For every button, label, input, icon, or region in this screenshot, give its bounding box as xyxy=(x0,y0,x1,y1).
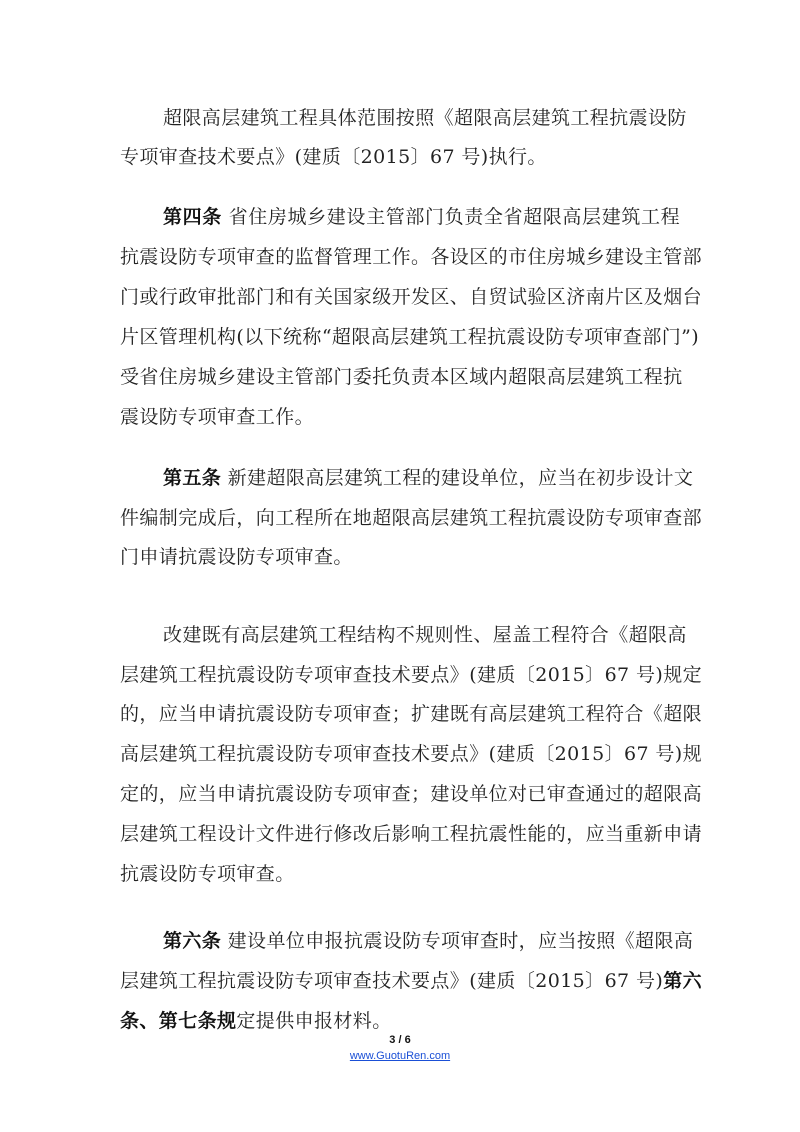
article-4-line-2: 抗震设防专项审查的监督管理工作。各设区的市住房城乡建设主管部 xyxy=(120,246,703,268)
article-4-line-6: 震设防专项审查工作。 xyxy=(120,406,315,428)
article-5-cont-line-3: 的，应当申请抗震设防专项审查；扩建既有高层建筑工程符合《超限 xyxy=(120,703,703,725)
article-5-cont-line-2: 层建筑工程抗震设防专项审查技术要点》(建质〔2015〕67 号)规定 xyxy=(120,664,702,686)
article-6-line-1 xyxy=(163,929,694,953)
article-4-line-3: 门或行政审批部门和有关国家级开发区、自贸试验区济南片区及烟台 xyxy=(120,286,703,308)
article-5-cont-line-6: 层建筑工程设计文件进行修改后影响工程抗震性能的，应当重新申请 xyxy=(120,823,703,845)
article-5-line-2: 件编制完成后，向工程所在地超限高层建筑工程抗震设防专项审查部 xyxy=(120,507,703,529)
article-5-text: 新建超限高层建筑工程的建设单位，应当在初步设计文 xyxy=(227,467,694,489)
article-6-line-3 xyxy=(120,1009,680,1033)
paragraph-scope-line-1: 超限高层建筑工程具体范围按照《超限高层建筑工程抗震设防 xyxy=(163,107,687,129)
article-6-line-2 xyxy=(120,969,703,993)
article-4-text: 省住房城乡建设主管部门负责全省超限高层建筑工程 xyxy=(228,206,681,228)
article-5-line-1 xyxy=(163,466,694,490)
article-5-heading: 第五条 xyxy=(163,467,222,489)
article-5-cont-line-7: 抗震设防专项审查。 xyxy=(120,863,295,885)
article-5-cont-line-4: 高层建筑工程抗震设防专项审查技术要点》(建质〔2015〕67 号)规 xyxy=(120,743,702,765)
article-6-heading: 第六条 xyxy=(163,930,222,952)
article-6-text: 建设单位申报抗震设防专项审查时，应当按照《超限高 xyxy=(227,930,694,952)
article-6-line-3-text: 定提供申报材料。 xyxy=(236,1010,392,1032)
article-6-line-2-text: 层建筑工程抗震设防专项审查技术要点》(建质〔2015〕67 号) xyxy=(120,970,664,992)
site-link[interactable]: www.GuotuRen.com xyxy=(349,1050,451,1062)
article-5-cont-line-1: 改建既有高层建筑工程结构不规则性、屋盖工程符合《超限高 xyxy=(163,624,687,646)
paragraph-scope-line-2: 专项审查技术要点》(建质〔2015〕67 号)执行。 xyxy=(120,146,547,168)
article-4-line-1 xyxy=(163,205,680,229)
article-5-line-3: 门申请抗震设防专项审查。 xyxy=(120,546,353,568)
article-4-heading: 第四条 xyxy=(163,206,222,228)
page-indicator: 3 / 6 xyxy=(389,1034,411,1046)
article-5-cont-line-5: 定的，应当申请抗震设防专项审查；建设单位对已审查通过的超限高 xyxy=(120,783,703,805)
article-4-line-4: 片区管理机构(以下统称“超限高层建筑工程抗震设防专项审查部门”) xyxy=(120,326,700,348)
article-6-line-3-bold: 条、第七条规 xyxy=(120,1010,237,1032)
article-6-line-2-bold: 第六 xyxy=(663,970,703,992)
article-4-line-5: 受省住房城乡建设主管部门委托负责本区域内超限高层建筑工程抗 xyxy=(120,366,683,388)
